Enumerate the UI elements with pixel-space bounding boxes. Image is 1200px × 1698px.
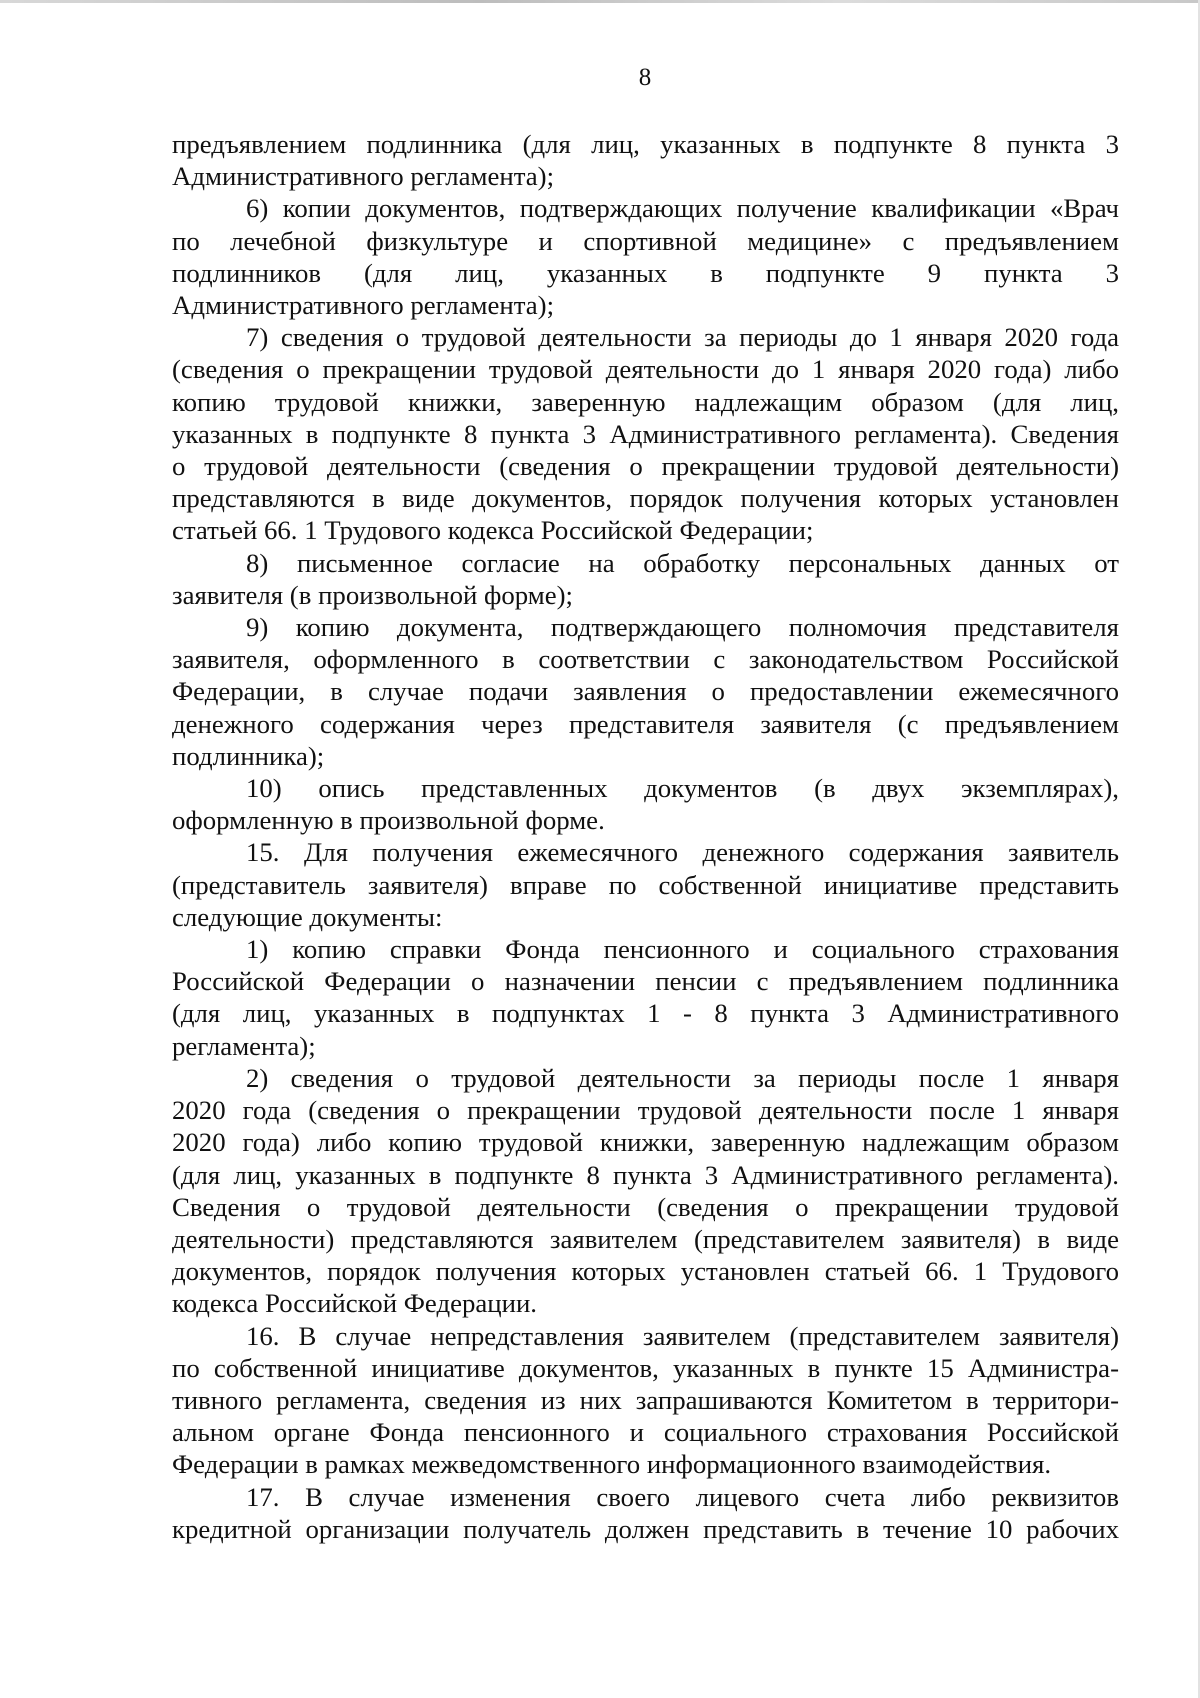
text-line: регламента); [172, 1030, 316, 1061]
text-line: 15. Для получения ежемесячного денежного содержания заявитель [246, 837, 1119, 868]
text-line: представляются в виде документов, порядок получения которых установлен [172, 483, 1119, 514]
text-line: 17. В случае изменения своего лицевого счета либо реквизитов [246, 1481, 1119, 1512]
text-line: альном органе Фонда пенсионного и социального страхования Российской [172, 1417, 1119, 1448]
text-line: Сведения о трудовой деятельности (сведения о прекращении трудовой [172, 1191, 1119, 1222]
text-line: (сведения о прекращении трудовой деятельности до 1 января 2020 года) либо [172, 354, 1119, 385]
paragraph-item-9 [172, 611, 1119, 772]
text-line: денежного содержания через представителя заявителя (с предъявлением [172, 708, 1119, 739]
text-line: 2020 года (сведения о прекращении трудовой деятельности после 1 января [172, 1095, 1119, 1126]
text-line: указанных в подпункте 8 пункта 3 Административного регламента). Сведения [172, 418, 1119, 449]
paragraph-clause-17 [172, 1481, 1119, 1545]
paragraph-clause-15 [172, 836, 1119, 933]
text-line: копию трудовой книжки, заверенную надлежащим образом (для лиц, [172, 386, 1119, 417]
paragraph-clause-15-item-1 [172, 933, 1119, 1062]
paragraph-continuation [172, 128, 1119, 192]
scan-edge-top [0, 0, 1200, 3]
paragraph-item-6 [172, 192, 1119, 321]
text-line: деятельности) представляются заявителем (представителем заявителя) в виде [172, 1223, 1119, 1254]
text-line: (для лиц, указанных в подпунктах 1 - 8 пункта 3 Административного [172, 998, 1119, 1029]
text-line: 1) копию справки Фонда пенсионного и социального страхования [246, 934, 1119, 965]
text-line: Федерации в рамках межведомственного информационного взаимодействия. [172, 1449, 1052, 1480]
text-line: оформленную в произвольной форме. [172, 805, 605, 836]
paragraph-item-10 [172, 772, 1119, 836]
text-line: документов, порядок получения которых установлен статьей 66. 1 Трудового [172, 1256, 1119, 1287]
text-line: 7) сведения о трудовой деятельности за периоды до 1 января 2020 года [246, 322, 1119, 353]
text-line: 9) копию документа, подтверждающего полномочия представителя [246, 612, 1119, 643]
text-line: (для лиц, указанных в подпункте 8 пункта 3 Административного регламента). [172, 1159, 1119, 1190]
text-line: 6) копии документов, подтверждающих получение квалификации «Врач [246, 193, 1119, 224]
page-number: 8 [638, 64, 652, 91]
text-line: (представитель заявителя) вправе по собственной инициативе представить [172, 869, 1119, 900]
text-line: кредитной организации получатель должен представить в течение 10 рабочих [172, 1513, 1119, 1544]
text-line: о трудовой деятельности (сведения о прекращении трудовой деятельности) [172, 451, 1119, 482]
text-line: 2020 года) либо копию трудовой книжки, заверенную надлежащим образом [172, 1127, 1119, 1158]
paragraph-item-7 [172, 321, 1119, 546]
text-line: предъявлением подлинника (для лиц, указанных в подпункте 8 пункта 3 [172, 129, 1119, 159]
paragraph-item-8 [172, 547, 1119, 611]
text-line: 16. В случае непредставления заявителем (представителем заявителя) [246, 1320, 1119, 1351]
text-line: 10) опись представленных документов (в двух экземплярах), [246, 773, 1119, 804]
text-line: подлинника); [172, 740, 325, 771]
document-body [172, 128, 1119, 1545]
text-line: Федерации, в случае подачи заявления о предоставлении ежемесячного [172, 676, 1119, 707]
text-line: следующие документы: [172, 901, 443, 932]
text-line: по собственной инициативе документов, указанных в пункте 15 Администра- [172, 1352, 1119, 1383]
text-line: 8) письменное согласие на обработку персональных данных от [246, 547, 1119, 578]
text-line: подлинников (для лиц, указанных в подпункте 9 пункта 3 [172, 257, 1119, 288]
text-line: тивного регламента, сведения из них запрашиваются Комитетом в территори- [172, 1384, 1119, 1415]
text-line: Административного регламента); [172, 161, 555, 192]
text-line: Российской Федерации о назначении пенсии с предъявлением подлинника [172, 966, 1119, 997]
text-line: заявителя (в произвольной форме); [172, 579, 573, 610]
text-line: 2) сведения о трудовой деятельности за периоды после 1 января [246, 1062, 1119, 1093]
text-line: по лечебной физкультуре и спортивной медицине» с предъявлением [172, 225, 1119, 256]
text-line: Административного регламента); [172, 290, 555, 321]
paragraph-clause-16 [172, 1320, 1119, 1481]
text-line: кодекса Российской Федерации. [172, 1288, 537, 1319]
paragraph-clause-15-item-2 [172, 1062, 1119, 1320]
text-line: статьей 66. 1 Трудового кодекса Российской Федерации; [172, 515, 814, 546]
text-line: заявителя, оформленного в соответствии с законодательством Российской [172, 644, 1119, 675]
